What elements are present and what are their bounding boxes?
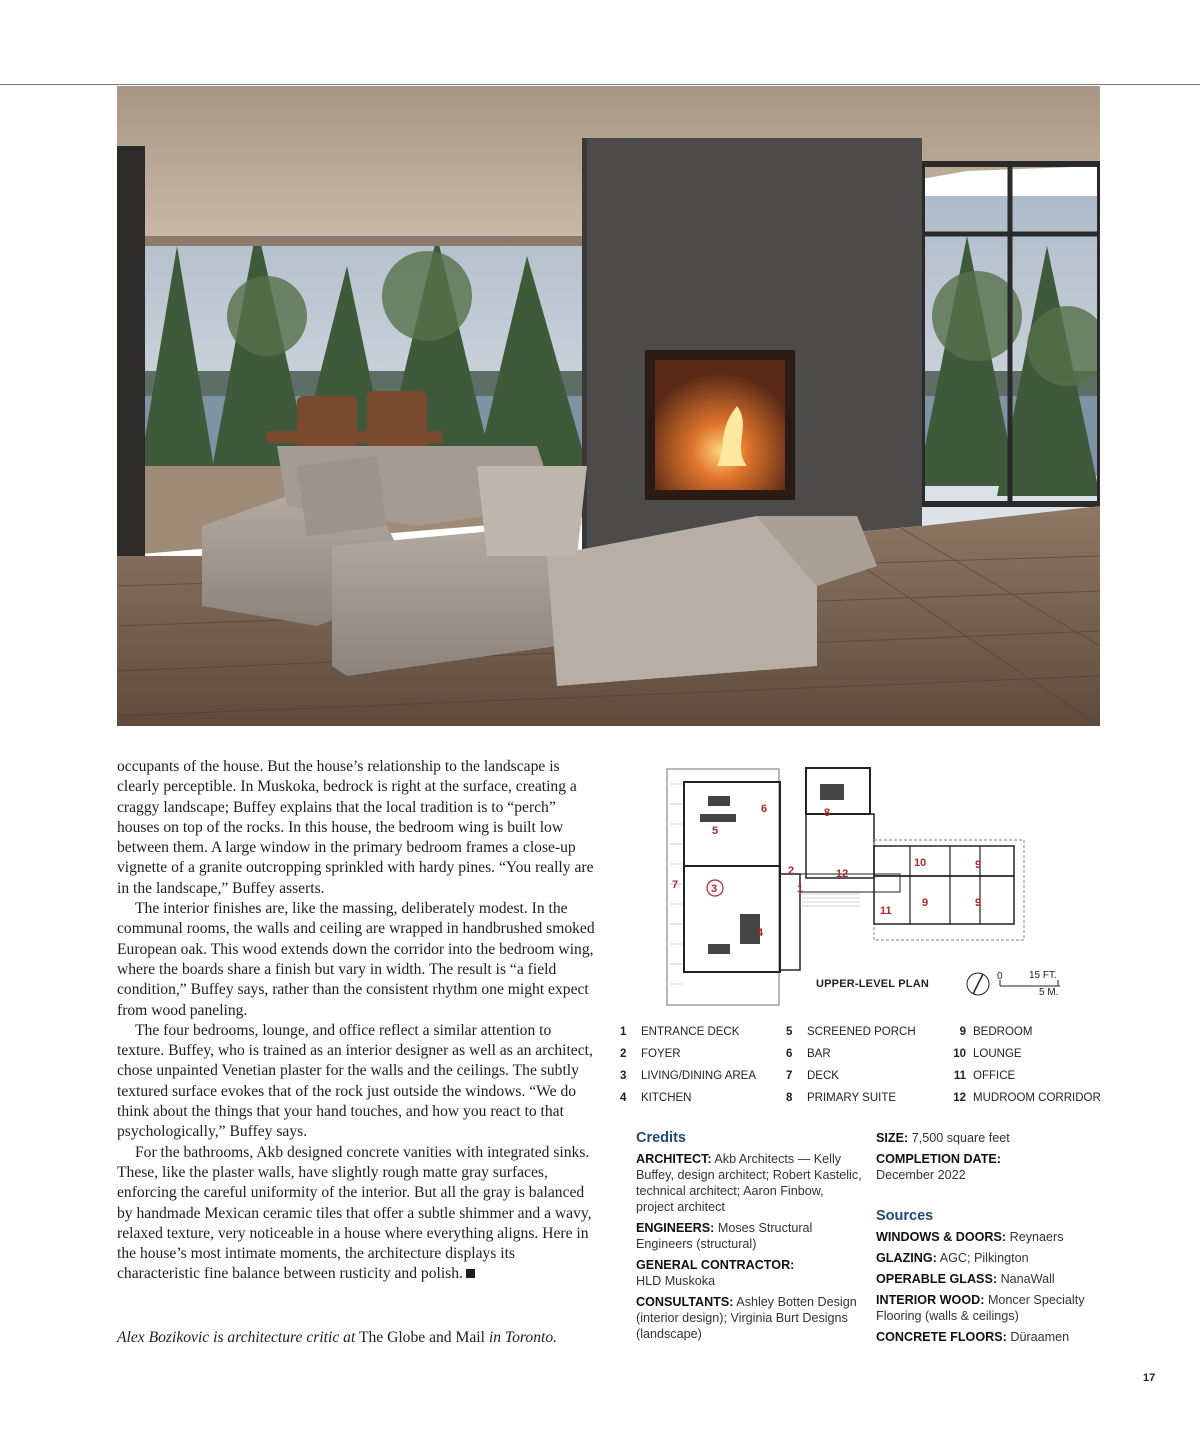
credits-section (636, 1130, 862, 1347)
credits-heading: Credits (636, 1130, 686, 1146)
plan-room-number: 5 (712, 825, 719, 837)
credit-engineers: ENGINEERS: Moses Structural Engineers (structural) (636, 1221, 813, 1251)
legend-item: 11 OFFICE (953, 1070, 1016, 1082)
plan-room-number: 8 (824, 807, 831, 819)
plan-title: UPPER-LEVEL PLAN (816, 978, 930, 990)
fact-completion: COMPLETION DATE: December 2022 (876, 1152, 1001, 1182)
credit-consultants: CONSULTANTS: Ashley Botten Design (interior design); Virginia Burt Designs (landscape) (636, 1295, 857, 1341)
end-of-article-square-icon (466, 1269, 475, 1278)
byline-suffix: in Toronto. (488, 1329, 558, 1346)
sources-heading: Sources (876, 1208, 934, 1224)
article-paragraph: occupants of the house. But the house’s relationship to the landscape is clearly perceptible. In Muskoka, bedrock is right at the surface, creating a craggy landscape; Buffey explains that the local tradition is to “perch” houses on top of the rocks. In this house, the bedroom wing is built low between them. A large window in the primary bedroom frames a close-up vignette of a granite outcropping sprinkled with hardy pines. “You really are in the landscape,” Buffey asserts. (117, 758, 594, 897)
legend-item: 7 DECK (786, 1070, 839, 1082)
credit-contractor: GENERAL CONTRACTOR: HLD Muskoka (636, 1258, 795, 1288)
plan-room-number: 1 (797, 883, 804, 895)
plan-room-number: 2 (788, 865, 795, 877)
credit-architect: ARCHITECT: Akb Architects — Kelly Buffey, design architect; Robert Kastelic, technical architect; Aaron Finbow, project architect (636, 1152, 862, 1214)
source-interior-wood: INTERIOR WOOD: Moncer Specialty Flooring (walls & ceilings) (876, 1293, 1085, 1323)
plan-room-number: 6 (761, 803, 768, 815)
scale-zero-label: 0 (997, 971, 1003, 982)
source-operable-glass: OPERABLE GLASS: NanaWall (876, 1272, 1055, 1286)
legend-item: 8 PRIMARY SUITE (786, 1092, 897, 1104)
source-windows: WINDOWS & DOORS: Reynaers (876, 1230, 1064, 1244)
article-paragraph: The four bedrooms, lounge, and office reflect a similar attention to texture. Buffey, who is trained as an interior designer as well as an architect, chose unpainted Venetian plaster for the walls and the ceilings. The subtly textured surface evokes that of the rock just outside the windows. “We do think about the things that your hand touches, and how you react to that psychologically,” Buffey says. (117, 1021, 593, 1141)
article-body (117, 757, 595, 1285)
legend-item: 2 FOYER (620, 1048, 681, 1060)
source-glazing: GLAZING: AGC; Pilkington (876, 1251, 1029, 1265)
legend-item: 9 BEDROOM (959, 1026, 1033, 1038)
legend-item: 10 LOUNGE (953, 1048, 1022, 1060)
project-facts (876, 1130, 1106, 1188)
legend-item: 5 SCREENED PORCH (786, 1026, 916, 1038)
legend-item: 6 BAR (786, 1048, 831, 1060)
plan-room-number: 12 (836, 868, 849, 880)
article-paragraph (117, 1143, 595, 1285)
plan-room-number: 9 (922, 897, 929, 909)
plan-room-number: 10 (914, 857, 927, 869)
legend-item: 3 LIVING/DINING AREA (620, 1070, 757, 1082)
plan-room-number: 7 (672, 879, 679, 891)
author-byline (117, 1329, 597, 1347)
living-room-photo (117, 86, 1100, 726)
plan-room-number: 4 (757, 927, 764, 939)
byline-publication: The Globe and Mail (358, 1329, 485, 1346)
fact-size: SIZE: 7,500 square feet (876, 1131, 1010, 1145)
source-concrete-floors: CONCRETE FLOORS: Düraamen (876, 1330, 1070, 1344)
page-number: 17 (1143, 1372, 1156, 1384)
upper-level-floor-plan (660, 764, 1090, 1010)
scale-feet-label: 15 FT. (1029, 970, 1057, 981)
scale-meters-label: 5 M. (1039, 987, 1059, 998)
plan-room-number: 3 (711, 883, 718, 895)
legend-item: 4 KITCHEN (620, 1092, 692, 1104)
legend-item: 12 MUDROOM CORRIDOR (953, 1092, 1101, 1104)
article-paragraph: The interior finishes are, like the massing, deliberately modest. In the communal rooms, the walls and ceiling are wrapped in handbrushed smoked European oak. This wood extends down the corridor into the bedroom wing, where the boards share a finish but vary in width. The result is “a field condition,” Buffey says, rather than the consistent rhythm one might expect from wood paneling. (117, 900, 595, 1019)
top-rule (0, 84, 1200, 85)
byline-prefix: Alex Bozikovic is architecture critic at (117, 1329, 356, 1346)
plan-room-number: 9 (975, 859, 982, 871)
article-paragraph-text: For the bathrooms, Akb designed concrete vanities with integrated sinks. These, like the plaster walls, have slightly rough matte gray surfaces, enforcing the careful uniformity of the interior. But all the gray is balanced by handmade Mexican ceramic tiles that offer a subtle shimmer and a wavy, relaxed texture, very noticeable in a house where everything aligns. Here in the house’s most intimate moments, the architecture displays its characteristic fine balance between rusticity and polish. (117, 1143, 592, 1283)
plan-room-number: 9 (975, 897, 982, 909)
plan-room-number: 11 (880, 905, 892, 917)
sources-section (876, 1208, 1106, 1350)
legend-item: 1 ENTRANCE DECK (620, 1026, 740, 1038)
